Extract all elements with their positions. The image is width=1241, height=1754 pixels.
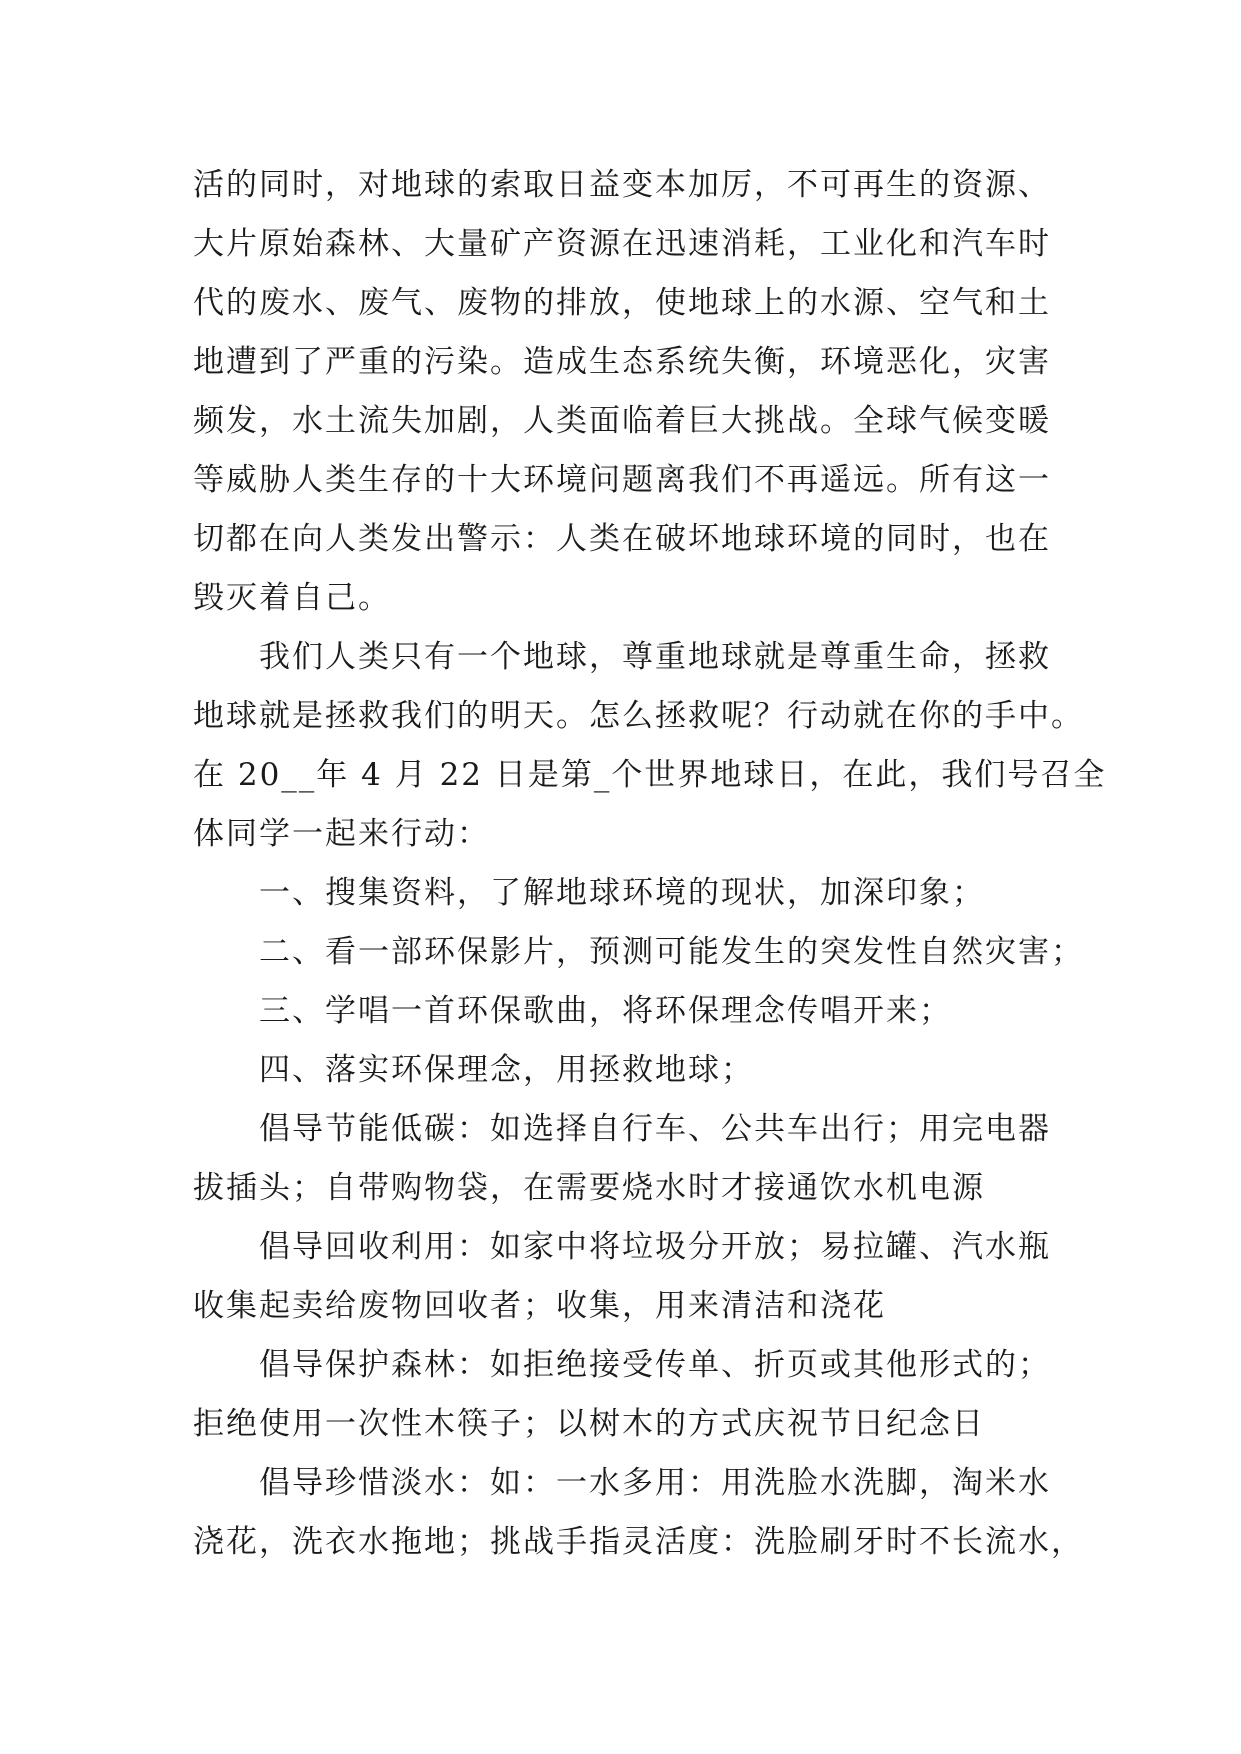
document-body <box>193 156 1107 1572</box>
list-item-4: 四、落实环保理念，用拯救地球； <box>259 1052 754 1088</box>
text-line: 等威胁人类生存的十大环境问题离我们不再遥远。所有这一 <box>193 462 1051 498</box>
text-line: 拔插头；自带购物袋，在需要烧水时才接通饮水机电源 <box>193 1170 985 1206</box>
text-line: 在 20__年 4 月 22 日是第_个世界地球日，在此，我们号召全 <box>193 757 1107 793</box>
text-line: 代的废水、废气、废物的排放，使地球上的水源、空气和土 <box>193 285 1051 321</box>
text-line: 频发，水土流失加剧，人类面临着巨大挑战。全球气候变暖 <box>193 403 1051 439</box>
text-line: 毁灭着自己。 <box>193 580 391 616</box>
text-line: 大片原始森林、大量矿产资源在迅速消耗，工业化和汽车时 <box>193 226 1051 262</box>
initiative-energy-line: 倡导节能低碳：如选择自行车、公共车出行；用完电器 <box>259 1111 1051 1147</box>
initiative-recycle-line: 倡导回收利用：如家中将垃圾分开放；易拉罐、汽水瓶 <box>259 1229 1051 1265</box>
text-line: 拒绝使用一次性木筷子；以树木的方式庆祝节日纪念日 <box>193 1406 985 1442</box>
text-line: 地遭到了严重的污染。造成生态系统失衡，环境恶化，灾害 <box>193 344 1051 380</box>
text-line: 地球就是拯救我们的明天。怎么拯救呢？行动就在你的手中。 <box>193 698 1084 734</box>
list-item-2: 二、看一部环保影片，预测可能发生的突发性自然灾害； <box>259 934 1084 970</box>
list-item-3: 三、学唱一首环保歌曲，将环保理念传唱开来； <box>259 993 952 1029</box>
initiative-forest-line: 倡导保护森林：如拒绝接受传单、折页或其他形式的； <box>259 1347 1051 1383</box>
initiative-water-line: 倡导珍惜淡水：如：一水多用：用洗脸水洗脚，淘米水 <box>259 1465 1051 1501</box>
text-line: 切都在向人类发出警示：人类在破坏地球环境的同时，也在 <box>193 521 1051 557</box>
list-item-1: 一、搜集资料，了解地球环境的现状，加深印象； <box>259 875 985 911</box>
text-line: 体同学一起来行动： <box>193 816 490 852</box>
paragraph-start-line: 我们人类只有一个地球，尊重地球就是尊重生命，拯救 <box>259 639 1051 675</box>
text-line: 活的同时，对地球的索取日益变本加厉，不可再生的资源、 <box>193 167 1051 203</box>
text-line: 浇花，洗衣水拖地；挑战手指灵活度：洗脸刷牙时不长流水， <box>193 1524 1084 1560</box>
text-line: 收集起卖给废物回收者；收集，用来清洁和浇花 <box>193 1288 886 1324</box>
